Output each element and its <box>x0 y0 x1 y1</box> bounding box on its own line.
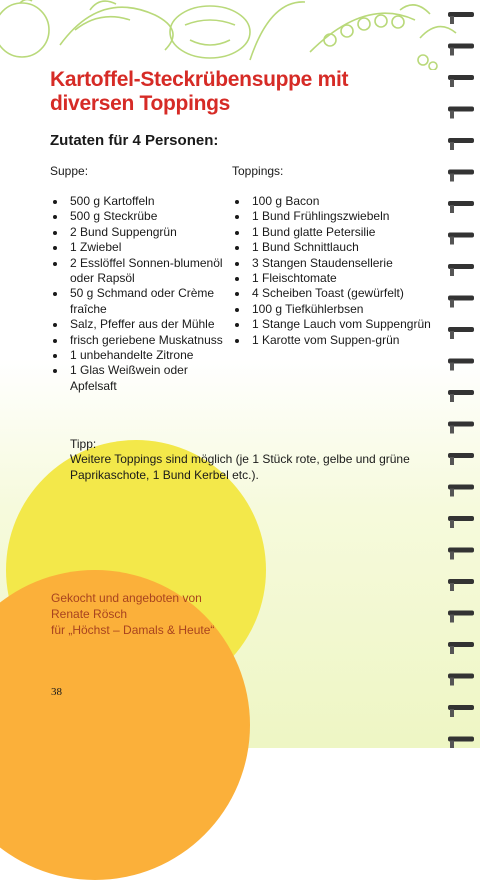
spiral-ring-post <box>450 741 454 749</box>
spiral-ring-post <box>450 552 454 560</box>
toppings-list <box>232 194 432 348</box>
toppings-item: 1 Bund glatte Petersilie <box>232 225 432 240</box>
toppings-item: 1 Fleischtomate <box>232 271 432 286</box>
spiral-ring-post <box>450 111 454 119</box>
spiral-ring-post <box>450 520 454 528</box>
spiral-ring-post <box>450 615 454 623</box>
recipe-title: Kartoffel-Steckrübensuppe mit diversen Toppings <box>50 68 349 115</box>
spiral-ring-post <box>450 174 454 182</box>
credit-line: für „Höchst – Damals & Heute“ <box>51 623 215 637</box>
suppe-column <box>50 163 225 394</box>
spiral-ring-post <box>450 426 454 434</box>
ingredients-heading: Zutaten für 4 Personen: <box>50 132 219 149</box>
credit-block <box>51 590 214 638</box>
tip-heading: Tipp: <box>70 437 97 451</box>
toppings-column <box>232 163 432 348</box>
spiral-ring-post <box>450 583 454 591</box>
spiral-ring-post <box>450 142 454 150</box>
spiral-ring-post <box>450 300 454 308</box>
spiral-ring-post <box>450 331 454 339</box>
toppings-item: 1 Bund Schnittlauch <box>232 240 432 255</box>
spiral-ring-post <box>450 709 454 717</box>
suppe-list <box>50 194 225 394</box>
suppe-item: 500 g Steckrübe <box>50 209 225 224</box>
suppe-heading: Suppe: <box>50 164 89 178</box>
spiral-ring-post <box>450 48 454 56</box>
spiral-ring-post <box>450 363 454 371</box>
page-number: 38 <box>51 686 62 698</box>
toppings-item: 4 Scheiben Toast (gewürfelt) <box>232 286 432 301</box>
toppings-item: 1 Bund Frühlingszwiebeln <box>232 209 432 224</box>
suppe-item: 500 g Kartoffeln <box>50 194 225 209</box>
suppe-item: 1 Zwiebel <box>50 240 225 255</box>
suppe-item: Salz, Pfeffer aus der Mühle <box>50 317 225 332</box>
spiral-binding <box>444 0 480 748</box>
spiral-ring-post <box>450 489 454 497</box>
suppe-item: 1 Glas Weißwein oder Apfelsaft <box>50 363 225 394</box>
credit-line: Gekocht und angeboten von <box>51 591 202 605</box>
toppings-heading: Toppings: <box>232 164 284 178</box>
suppe-item: 2 Bund Suppengrün <box>50 225 225 240</box>
tip-text: Weitere Toppings sind möglich (je 1 Stück rote, gelbe und grüne Paprikaschote, 1 Bund Kerbel etc.). <box>70 452 410 482</box>
spiral-ring-post <box>450 678 454 686</box>
suppe-item: 1 unbehandelte Zitrone <box>50 348 225 363</box>
spiral-ring-post <box>450 457 454 465</box>
credit-author: Renate Rösch <box>51 607 128 621</box>
spiral-ring-post <box>450 237 454 245</box>
vegetable-line-art <box>0 0 460 70</box>
toppings-item: 100 g Bacon <box>232 194 432 209</box>
spiral-ring-post <box>450 646 454 654</box>
toppings-item: 100 g Tiefkühlerbsen <box>232 302 432 317</box>
spiral-ring-post <box>450 205 454 213</box>
spiral-ring-post <box>450 268 454 276</box>
suppe-item: 50 g Schmand oder Crème fraîche <box>50 286 225 317</box>
spiral-ring-post <box>450 16 454 24</box>
toppings-item: 3 Stangen Staudensellerie <box>232 256 432 271</box>
spiral-ring-post <box>450 394 454 402</box>
toppings-item: 1 Karotte vom Suppen-grün <box>232 333 432 348</box>
suppe-item: 2 Esslöffel Sonnen-blumenöl oder Rapsöl <box>50 256 225 287</box>
suppe-item: frisch geriebene Muskatnuss <box>50 333 225 348</box>
toppings-item: 1 Stange Lauch vom Suppengrün <box>232 317 432 332</box>
spiral-ring-post <box>450 79 454 87</box>
tip-block <box>70 437 410 483</box>
